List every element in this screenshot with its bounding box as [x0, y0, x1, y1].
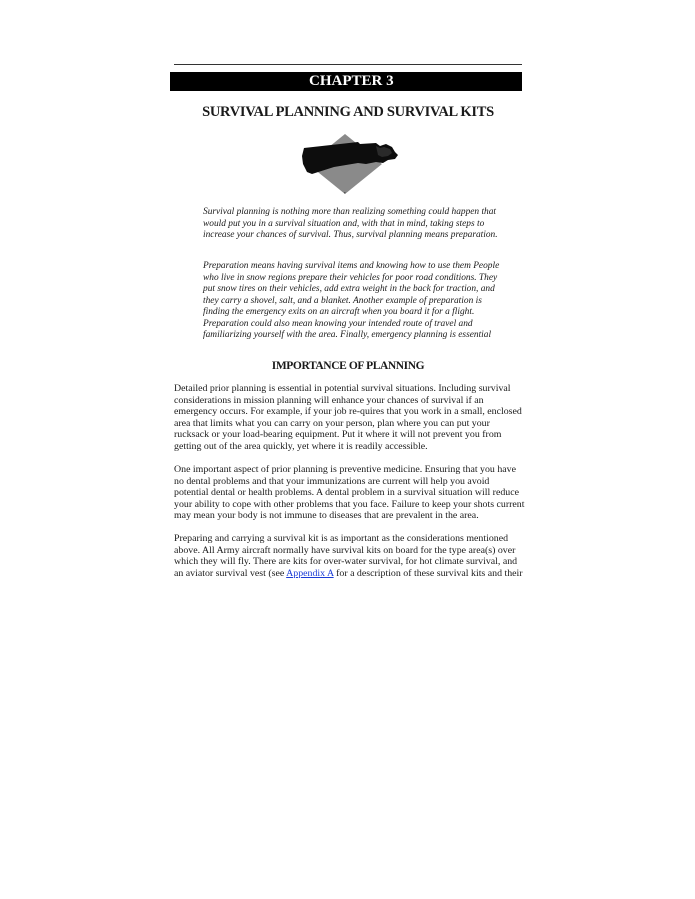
- body-paragraph: [174, 533, 526, 579]
- intro-paragraph: Preparation means having survival items and knowing how to use them People who live in snow regions prepare their vehicles for poor road conditions. They put snow tires on their vehicles, add extra weight in the back for traction, and they carry a shovel, salt, and a blanket. Another example of preparation is finding the emergency exits on an aircraft when you board it for a flight. Preparation could also mean knowing your intended route of travel and familiarizing yourself with the area. Finally, emergency planning is essential: [203, 261, 500, 340]
- survival-kit-emblem-icon: [300, 134, 406, 196]
- paragraph-text: for a description of these survival kits and their: [333, 567, 523, 579]
- intro-paragraph: Survival planning is nothing more than realizing something could happen that would put you in a survival situation and, with that in mind, taking steps to increase your chances of survival. Thus, survival planning means preparation.: [203, 207, 498, 240]
- body-paragraph: One important aspect of prior planning is preventive medicine. Ensuring that you have no dental problems and that your immunizations are current will help you avoid potential dental or health problems. A dental problem in a survival situation will reduce your ability to cope with other problems that you face. Failure to keep your shots current may mean your body is not immune to diseases that are prevalent in the area.: [174, 464, 525, 522]
- body-paragraph: Detailed prior planning is essential in potential survival situations. Including survival considerations in mission planning will enhance your chances of survival if an emergency occurs. For example, if your job re-quires that you work in a small, enclosed area that limits what you can carry on your person, plan where you can put your rucksack or your load-bearing equipment. Put it where it will not prevent you from getting out of the area quickly, yet where it is readily accessible.: [174, 383, 522, 452]
- top-rule: [174, 64, 522, 65]
- emblem-dot: [344, 192, 346, 194]
- paragraph-text: Preparing and carrying a survival kit is as important as the considerations mentioned above. All Army aircraft normally have survival kits on board for the type area(s) over which they will fly. There are kits for over-water survival, for hot climate survival, and an aviator survival vest (see: [174, 533, 518, 579]
- band-left-tab: [170, 72, 174, 91]
- appendix-a-link[interactable]: Appendix A: [286, 567, 334, 579]
- chapter-band: [172, 72, 522, 91]
- chapter-title: SURVIVAL PLANNING AND SURVIVAL KITS: [202, 104, 494, 120]
- section-heading: IMPORTANCE OF PLANNING: [271, 360, 425, 372]
- chapter-label: CHAPTER 3: [309, 73, 394, 89]
